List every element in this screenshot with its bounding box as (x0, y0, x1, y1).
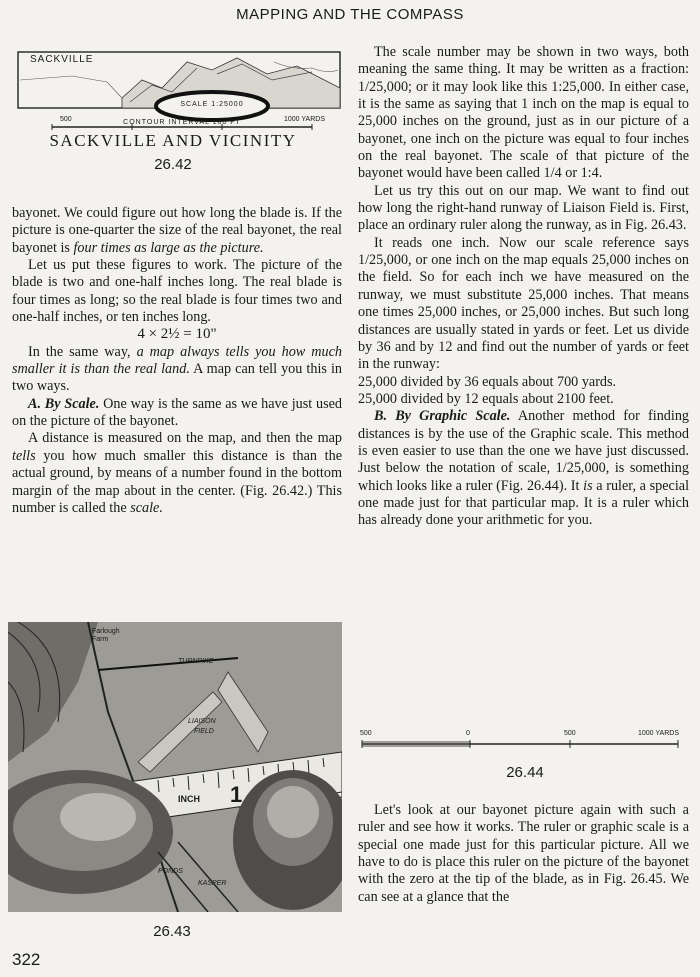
map-scale-left: 500 (60, 116, 72, 123)
left-column (12, 205, 342, 517)
left-para-5-text-a: A distance is measured on the map, and then the map (28, 430, 342, 447)
map-scale-right: 1000 YARDS (284, 116, 325, 123)
left-para-3-text-b: A map can tell you this in two ways. (12, 361, 342, 395)
map-contour-interval: CONTOUR INTERVAL 100 FT (123, 119, 241, 126)
photo-road-label: TURNPIKE (178, 658, 214, 665)
photo-field-label-b: FIELD (194, 728, 214, 735)
right-para-3: It reads one inch. Now our scale reference says 1/25,000, or one inch on the map equals 25,000 inches on the field. So for each inch we have measured on the runway, we must substitute 25,000 inches. That means one times 25,000 inches, or 25,000 inches. But such long distances are usually stated in yards or feet. Let us divide by 36 and by 12 and find out the number of yards or feet in the runway: (358, 234, 689, 373)
figure-26-42 (12, 40, 346, 140)
photo-road2-label-b: KASPER (198, 880, 227, 887)
left-para-5-emphasis: tells (12, 447, 36, 464)
formula: 4 × 2½ = 10" (137, 326, 217, 343)
right-division-line-1: 25,000 divided by 36 equals about 700 yards. (358, 373, 617, 390)
right-division-line-2: 25,000 divided by 12 equals about 2100 feet. (358, 390, 614, 407)
left-para-5-text-b: you how much smaller this distance is than the actual ground, by means of a number found in the bottom margin of the map about in the center. (Fig. 26.42.) This number is called the (12, 447, 342, 516)
figure-26-44 (360, 730, 690, 760)
map-title: SACKVILLE AND VICINITY (49, 131, 297, 150)
right-para-4-text-b: a ruler, a special one made just for that particular map. It is a ruler which has already done your arithmetic for you. (358, 477, 690, 529)
photo-road2-label-a: PONDS (158, 868, 183, 875)
photo-ruler-number: 1 (230, 782, 243, 807)
right-column (358, 44, 689, 530)
left-para-2: Let us put these figures to work. The picture of the blade is two and one-half inches long. The real blade is four times as long; so the real blade is four times two and one-half inches, or ten inches long. (12, 257, 342, 326)
right-para-1: The scale number may be shown in two ways, both meaning the same thing. It may be written as a fraction: 1/25,000; or it may look like this 1:25,000. In either case, it is the same as saying that 1 inch on the map is equal to 25,000 inches on the ground, just as in our picture of a bayonet, one inch on the picture was equal to four inches on the real bayonet. The scale of that picture of the bayonet would have been called 1/4 or 1:4. (358, 44, 689, 182)
right-para-5: Let's look at our bayonet picture again with such a ruler and see how it works. The ruler or graphic scale is a special one made just for this particular picture. All we have to do is place this ruler on the picture of the bayonet with the zero at the tip of the blade, as in Fig. 26.45. We can see at a glance that the (358, 802, 689, 905)
photo-field-label-a: LIAISON (188, 718, 216, 725)
right-para-4-text-a: Another method for finding distances is by the use of the Graphic scale. This method is even easier to use than the one we have just discussed. Just below the notation of scale, 1/25,000, is something which looks like a ruler (Fig. 26.44). It (358, 408, 690, 494)
left-para-3 (12, 344, 342, 396)
section-heading-a: A. By Scale. (28, 395, 100, 412)
page-number: 322 (12, 950, 41, 969)
left-para-3-emphasis: a map always tells you how much smaller it is than the real land. (12, 343, 342, 378)
photo-ruler-unit: INCH (178, 794, 200, 804)
scale-tick-500-right: 500 (564, 730, 576, 737)
right-column-lower (358, 802, 689, 906)
scale-tick-1000: 1000 YARDS (638, 730, 679, 737)
figure-26-43 (8, 622, 342, 912)
map-place-name: SACKVILLE (30, 54, 94, 65)
left-para-1 (12, 205, 342, 257)
right-para-2: Let us try this out on our map. We want to find out how long the right-hand runway of Liaison Field is. First, place an ordinary ruler along the runway, as in Fig. 26.43. (358, 182, 689, 234)
left-para-4-text: One way is the same as we have just used on the picture of the bayonet. (12, 395, 342, 430)
running-head: MAPPING AND THE COMPASS (236, 6, 464, 23)
scale-tick-0: 0 (466, 730, 470, 737)
left-para-3-text-a: In the same way, (28, 343, 137, 360)
section-heading-b: B. By Graphic Scale. (374, 408, 511, 425)
left-para-1-text: bayonet. We could figure out how long the blade is. If the picture is one-quarter the size of the real bayonet, the real bayonet is (12, 205, 342, 256)
scale-tick-500-left: 500 (360, 730, 372, 737)
left-para-1-emphasis: four times as large as the picture. (73, 239, 264, 256)
left-para-4 (12, 396, 342, 431)
right-para-4-emphasis: is (583, 477, 593, 494)
figure-label-26-43: 26.43 (153, 923, 191, 940)
photo-farm-label: Farlough Farm (92, 628, 120, 643)
left-para-5-emphasis-2: scale. (130, 499, 163, 516)
figure-label-26-44: 26.44 (506, 764, 544, 781)
left-para-5 (12, 430, 342, 517)
right-para-4 (358, 408, 689, 529)
figure-label-26-42: 26.42 (154, 156, 192, 173)
map-scale-text: SCALE 1:25000 (180, 101, 244, 108)
